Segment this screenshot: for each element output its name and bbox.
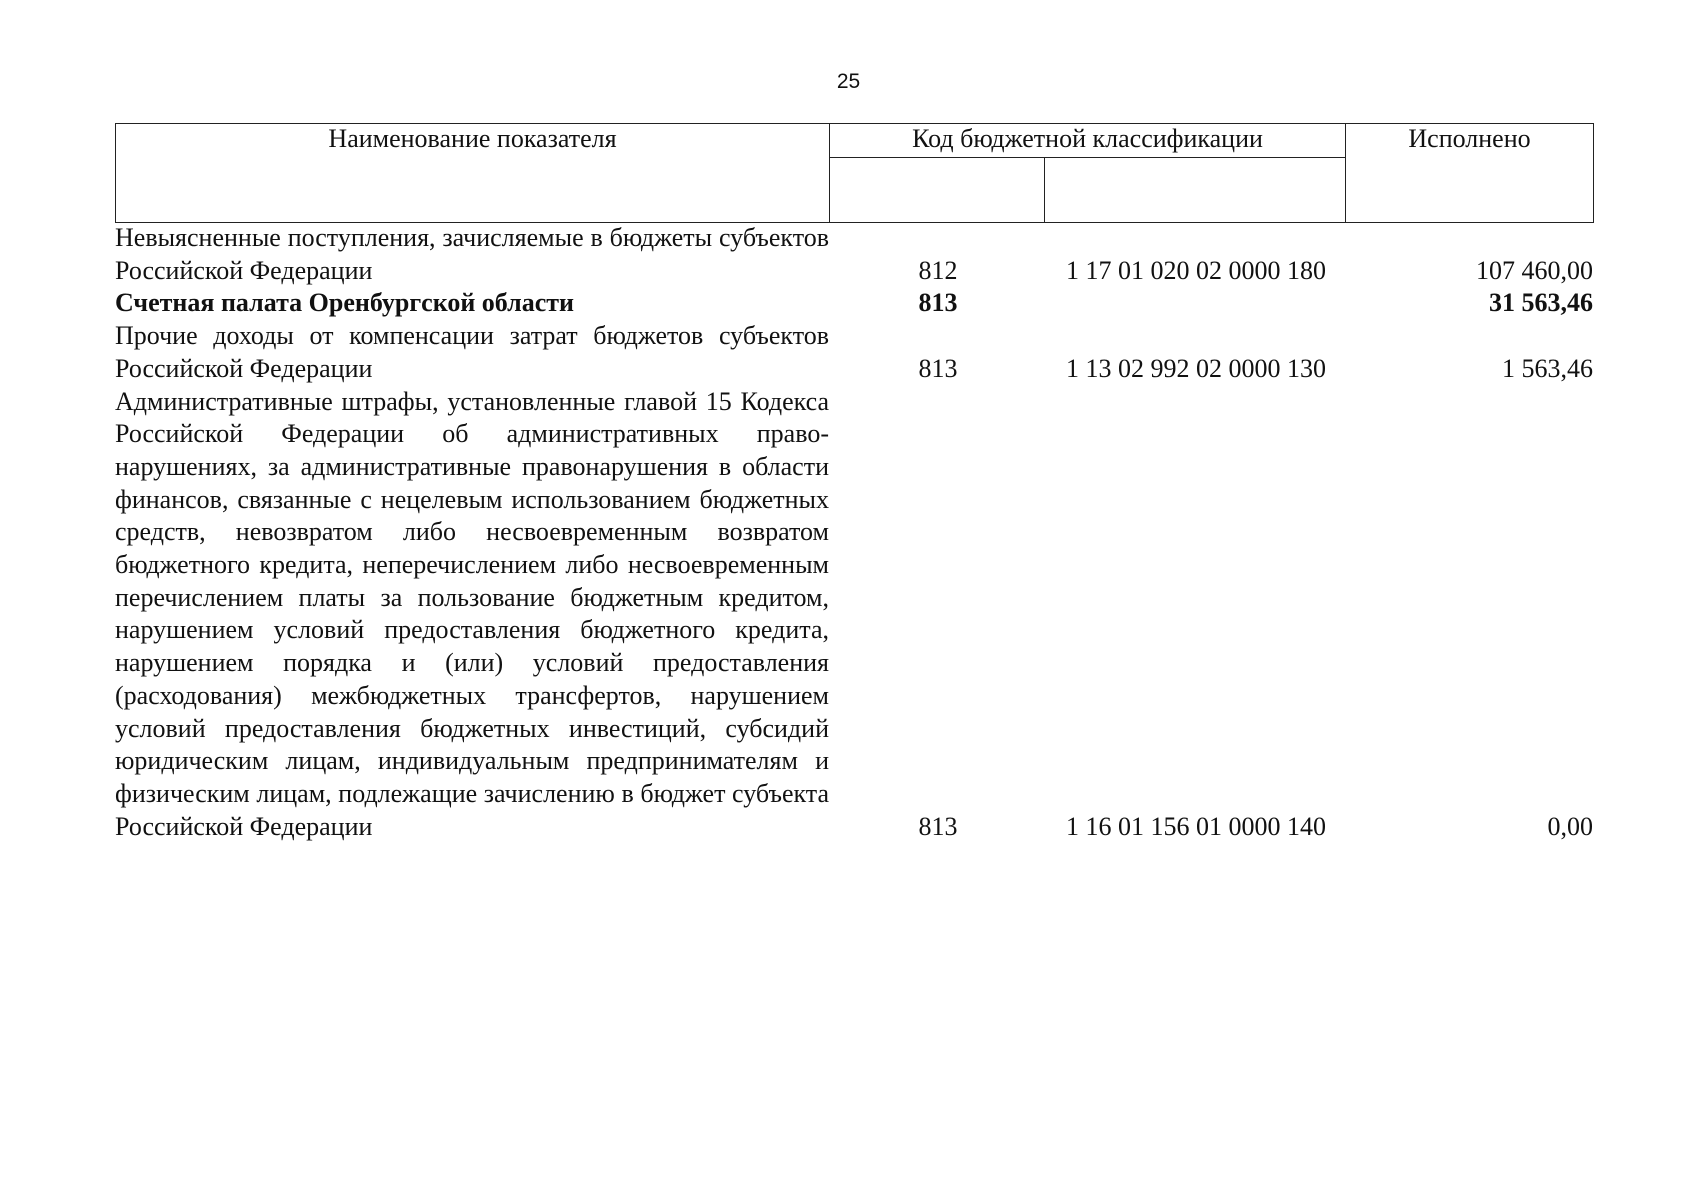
- row-income-code: 1 17 01 020 02 0000 180: [1066, 255, 1326, 285]
- page-number: 25: [836, 70, 861, 93]
- row-name: Невыясненные поступления, зачисляемые в бюджеты субъектов Российской Федерации: [115, 223, 829, 285]
- row-executed: 1 563,46: [1502, 353, 1593, 383]
- row-income-code: 1 16 01 156 01 0000 140: [1066, 811, 1326, 841]
- column-header-executed: Исполнено: [1346, 124, 1594, 223]
- column-header-name: Наименование показателя: [116, 124, 830, 223]
- row-admin-code: 813: [918, 288, 958, 318]
- table-row: [115, 222, 1593, 287]
- row-admin-code: 813: [918, 811, 958, 841]
- row-income-code: 1 13 02 992 02 0000 130: [1066, 353, 1326, 383]
- row-executed: 0,00: [1547, 811, 1593, 841]
- row-executed: 107 460,00: [1476, 255, 1593, 285]
- table-body: [115, 222, 1593, 843]
- row-admin-code: 813: [918, 353, 958, 383]
- table-header: [115, 123, 1594, 223]
- row-name: Административные штрафы, установленные главой 15 Кодекса Российской Федерации об административных правонарушениях, за административные правонарушения в области финансов, связанные с нецелевым использованием бюджетных средств, невозвратом либо несвоевременным возвратом бюджетного кредита, неперечислением либо несвоевременным перечислением платы за пользование бюджетным кредитом, нарушением условий предоставления бюджетного кредита, нарушением порядка и (или) условий предоставления (расходования) межбюджетных трансфертов, нарушением условий предоставления бюджетных инвестиций, субсидий юридическим лицам, индивидуальным предпринимателям и физическим лицам, подлежащие зачислению в бюджет субъекта Российской Федерации: [115, 386, 829, 841]
- table-row: [115, 386, 1593, 844]
- row-admin-code: 812: [918, 255, 958, 285]
- table-row: [115, 320, 1593, 385]
- table-row: [115, 287, 1593, 320]
- column-header-income-code: [1045, 158, 1346, 223]
- row-name: Прочие доходы от компенсации затрат бюджетов субъектов Российской Федерации: [115, 321, 829, 383]
- row-executed: 31 563,46: [1489, 288, 1593, 318]
- column-header-code: Код бюджетной классификации: [830, 124, 1346, 158]
- column-header-admin-code: [830, 158, 1045, 223]
- row-name: Счетная палата Оренбургской области: [115, 288, 575, 318]
